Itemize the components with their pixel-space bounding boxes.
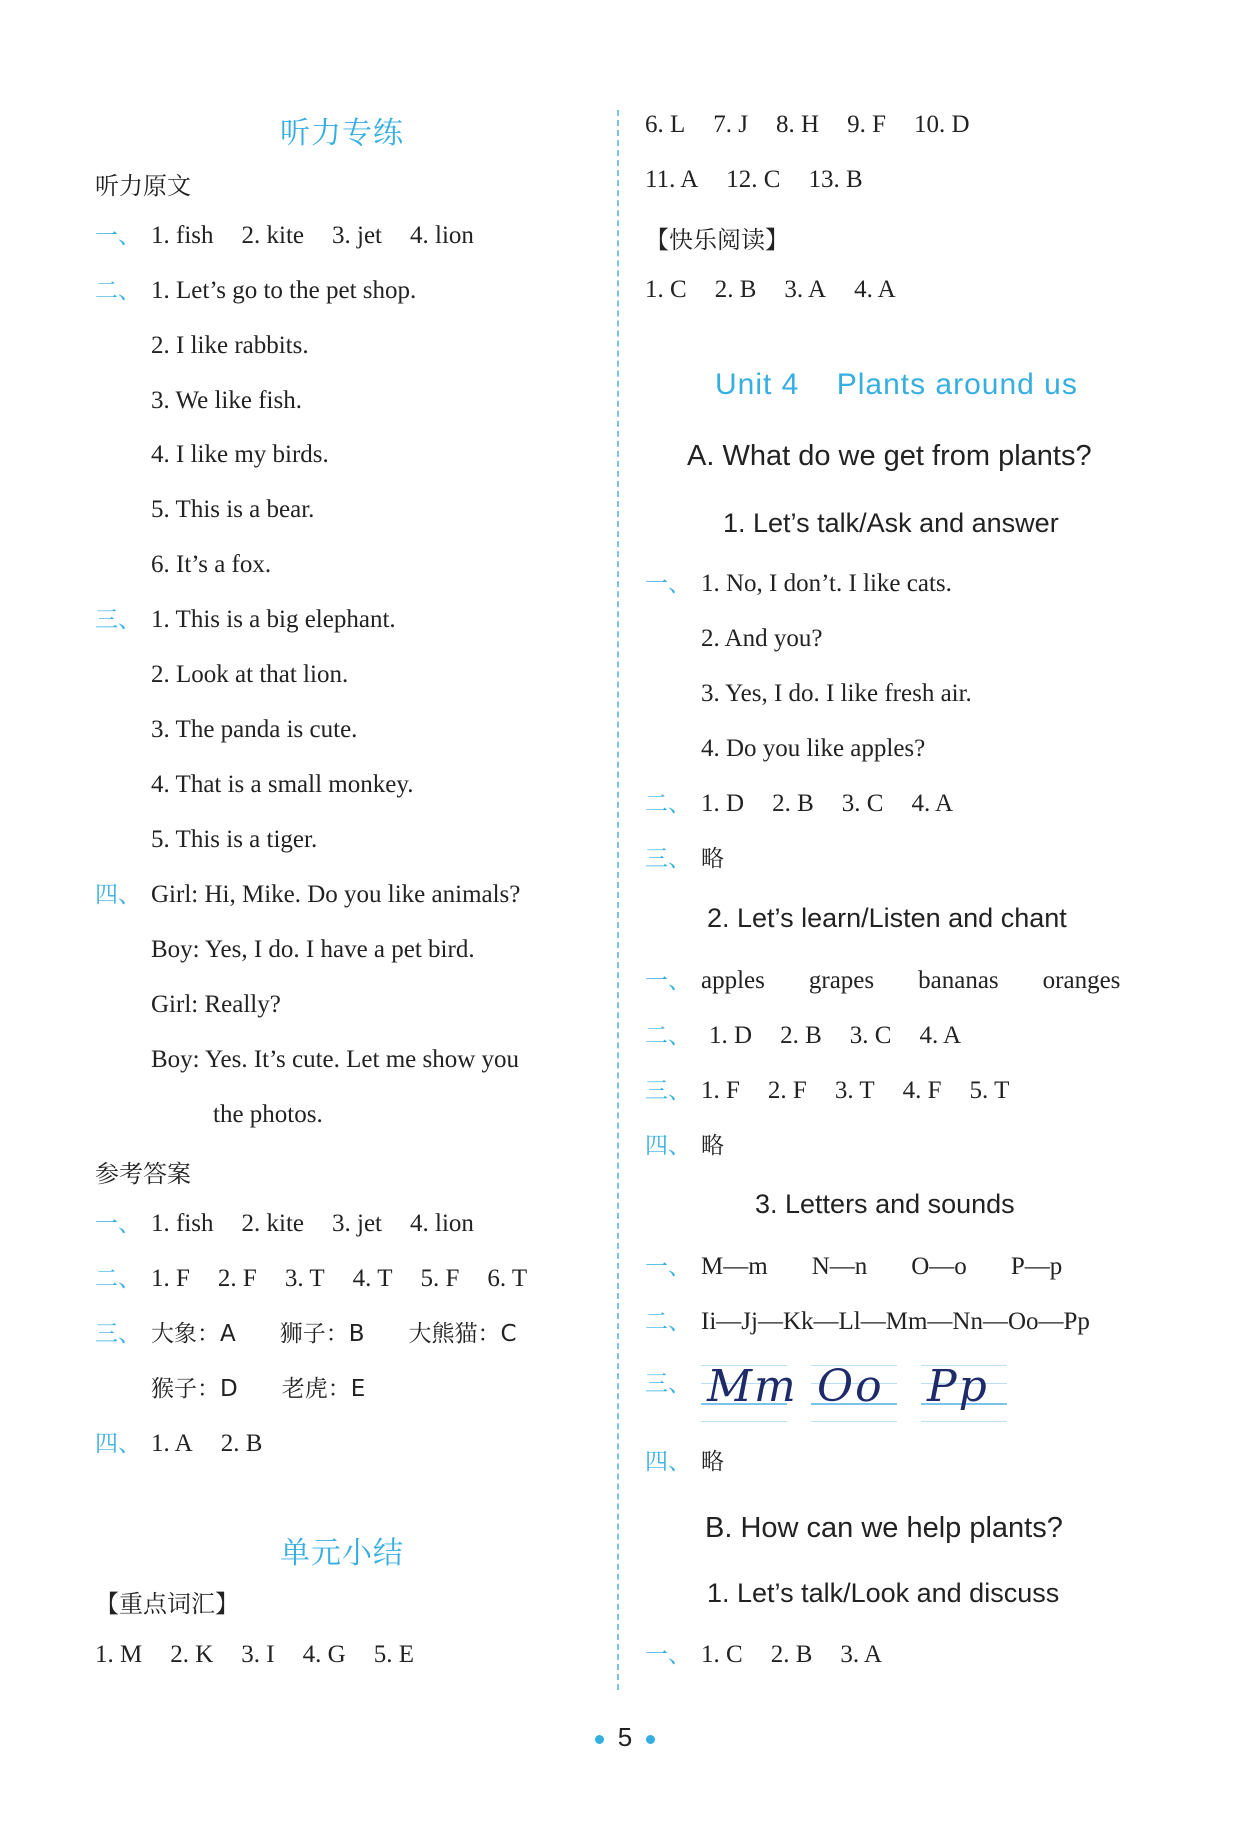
a-sub3-s1: 一、 M—m N—n O—o P—p — [645, 1253, 1063, 1280]
transcript-s3-line: 4. That is a small monkey. — [151, 771, 414, 798]
answer-a3: 三、 大象：A 狮子：B 大熊猫：C — [95, 1321, 517, 1347]
section-number: 一、 — [645, 1254, 691, 1280]
reading-label: 【快乐阅读】 — [645, 226, 789, 254]
section-number: 二、 — [645, 1309, 691, 1335]
section-number: 三、 — [95, 607, 141, 633]
transcript-s3-line: 三、 1. This is a big elephant. — [95, 606, 396, 633]
dialogue-line: Girl: Really? — [151, 991, 281, 1018]
transcript-s2-line: 2. I like rabbits. — [151, 332, 309, 359]
a-sub2-s3: 三、 1. F 2. F 3. T 4. F 5. T — [645, 1077, 1010, 1104]
column-divider — [617, 110, 619, 1690]
transcript-s2-line: 6. It’s a fox. — [151, 551, 272, 578]
section-number: 二、 — [645, 1023, 691, 1049]
dialogue-line: 四、 Girl: Hi, Mike. Do you like animals? — [95, 881, 521, 908]
section-number: 四、 — [645, 1449, 691, 1475]
dialogue-line: Boy: Yes. It’s cute. Let me show you — [151, 1046, 520, 1073]
dialogue-line: Boy: Yes, I do. I have a pet bird. — [151, 936, 475, 963]
section-number: 四、 — [645, 1133, 691, 1159]
a-sub1-s1-line: 4. Do you like apples? — [701, 735, 926, 762]
section-number: 三、 — [645, 1371, 691, 1397]
transcript-s1: 一、 1. fish 2. kite 3. jet 4. lion — [95, 222, 474, 249]
section-number: 一、 — [645, 1642, 691, 1668]
b-sub1-s1: 一、 1. C 2. B 3. A — [645, 1641, 883, 1668]
section-number: 三、 — [645, 846, 691, 872]
dot-icon — [595, 1735, 604, 1744]
vocab-answers: 1. M 2. K 3. I 4. G 5. E — [95, 1641, 414, 1668]
handwriting-box: Pp — [921, 1355, 1007, 1425]
a-sub1-s3: 三、 略 — [645, 846, 724, 872]
transcript-s2-line: 5. This is a bear. — [151, 496, 315, 523]
transcript-s2-line: 二、 1. Let’s go to the pet shop. — [95, 277, 417, 304]
transcript-s3-line: 2. Look at that lion. — [151, 661, 349, 688]
section-title-summary: 单元小结 — [280, 1536, 404, 1571]
sub-heading: 3. Letters and sounds — [755, 1189, 1015, 1219]
section-number: 二、 — [645, 791, 691, 817]
section-number: 二、 — [95, 1266, 141, 1292]
dot-icon — [646, 1735, 655, 1744]
transcript-s2-line: 4. I like my birds. — [151, 441, 329, 468]
answer-a4: 四、 1. A 2. B — [95, 1430, 263, 1457]
sub-heading: 1. Let’s talk/Look and discuss — [707, 1578, 1060, 1608]
sub-heading: 1. Let’s talk/Ask and answer — [723, 508, 1059, 538]
section-number: 三、 — [645, 1078, 691, 1104]
a-sub3-s4: 四、 略 — [645, 1449, 724, 1475]
dialogue-line: the photos. — [213, 1101, 323, 1128]
answer-a1: 一、 1. fish 2. kite 3. jet 4. lion — [95, 1210, 474, 1237]
answer-a2: 二、 1. F 2. F 3. T 4. T 5. F 6. T — [95, 1265, 528, 1292]
a-sub3-s3 — [645, 1369, 701, 1399]
unit-title: Unit 4 Plants around us — [715, 368, 1078, 401]
transcript-s3-line: 5. This is a tiger. — [151, 826, 318, 853]
page-number: 5 — [0, 1722, 1250, 1753]
a-sub2-s1: 一、 apples grapes bananas oranges — [645, 967, 1121, 994]
a-sub2-s2: 二、 1. D 2. B 3. C 4. A — [645, 1022, 962, 1049]
section-number: 四、 — [95, 1431, 141, 1457]
handwriting-box: Mm — [701, 1355, 787, 1425]
section-number: 一、 — [645, 968, 691, 994]
vocab-answers-cont: 11. A 12. C 13. B — [645, 166, 863, 193]
answer-label: 参考答案 — [95, 1160, 191, 1188]
part-a-heading: A. What do we get from plants? — [687, 440, 1092, 472]
a-sub1-s1-line: 2. And you? — [701, 625, 823, 652]
section-number: 四、 — [95, 882, 141, 908]
a-sub1-s1-line: 一、 1. No, I don’t. I like cats. — [645, 570, 952, 597]
section-number: 一、 — [645, 571, 691, 597]
transcript-s3-line: 3. The panda is cute. — [151, 716, 358, 743]
a-sub1-s2: 二、 1. D 2. B 3. C 4. A — [645, 790, 954, 817]
section-title-listening: 听力专练 — [280, 116, 404, 151]
part-b-heading: B. How can we help plants? — [705, 1512, 1063, 1544]
answer-a3-cont: 猴子：D 老虎：E — [151, 1376, 366, 1402]
section-number: 二、 — [95, 278, 141, 304]
transcript-s2-line: 3. We like fish. — [151, 387, 302, 414]
reading-answers: 1. C 2. B 3. A 4. A — [645, 276, 896, 303]
transcript-label: 听力原文 — [95, 172, 191, 200]
section-number: 三、 — [95, 1321, 141, 1347]
vocab-answers-cont: 6. L 7. J 8. H 9. F 10. D — [645, 111, 970, 138]
a-sub2-s4: 四、 略 — [645, 1133, 724, 1159]
handwriting-box: Oo — [811, 1355, 897, 1425]
a-sub3-s2: 二、 Ii—Jj—Kk—Ll—Mm—Nn—Oo—Pp — [645, 1308, 1090, 1335]
section-number: 一、 — [95, 223, 141, 249]
a-sub1-s1-line: 3. Yes, I do. I like fresh air. — [701, 680, 972, 707]
sub-heading: 2. Let’s learn/Listen and chant — [707, 903, 1067, 933]
vocab-label: 【重点词汇】 — [95, 1590, 239, 1618]
section-number: 一、 — [95, 1211, 141, 1237]
